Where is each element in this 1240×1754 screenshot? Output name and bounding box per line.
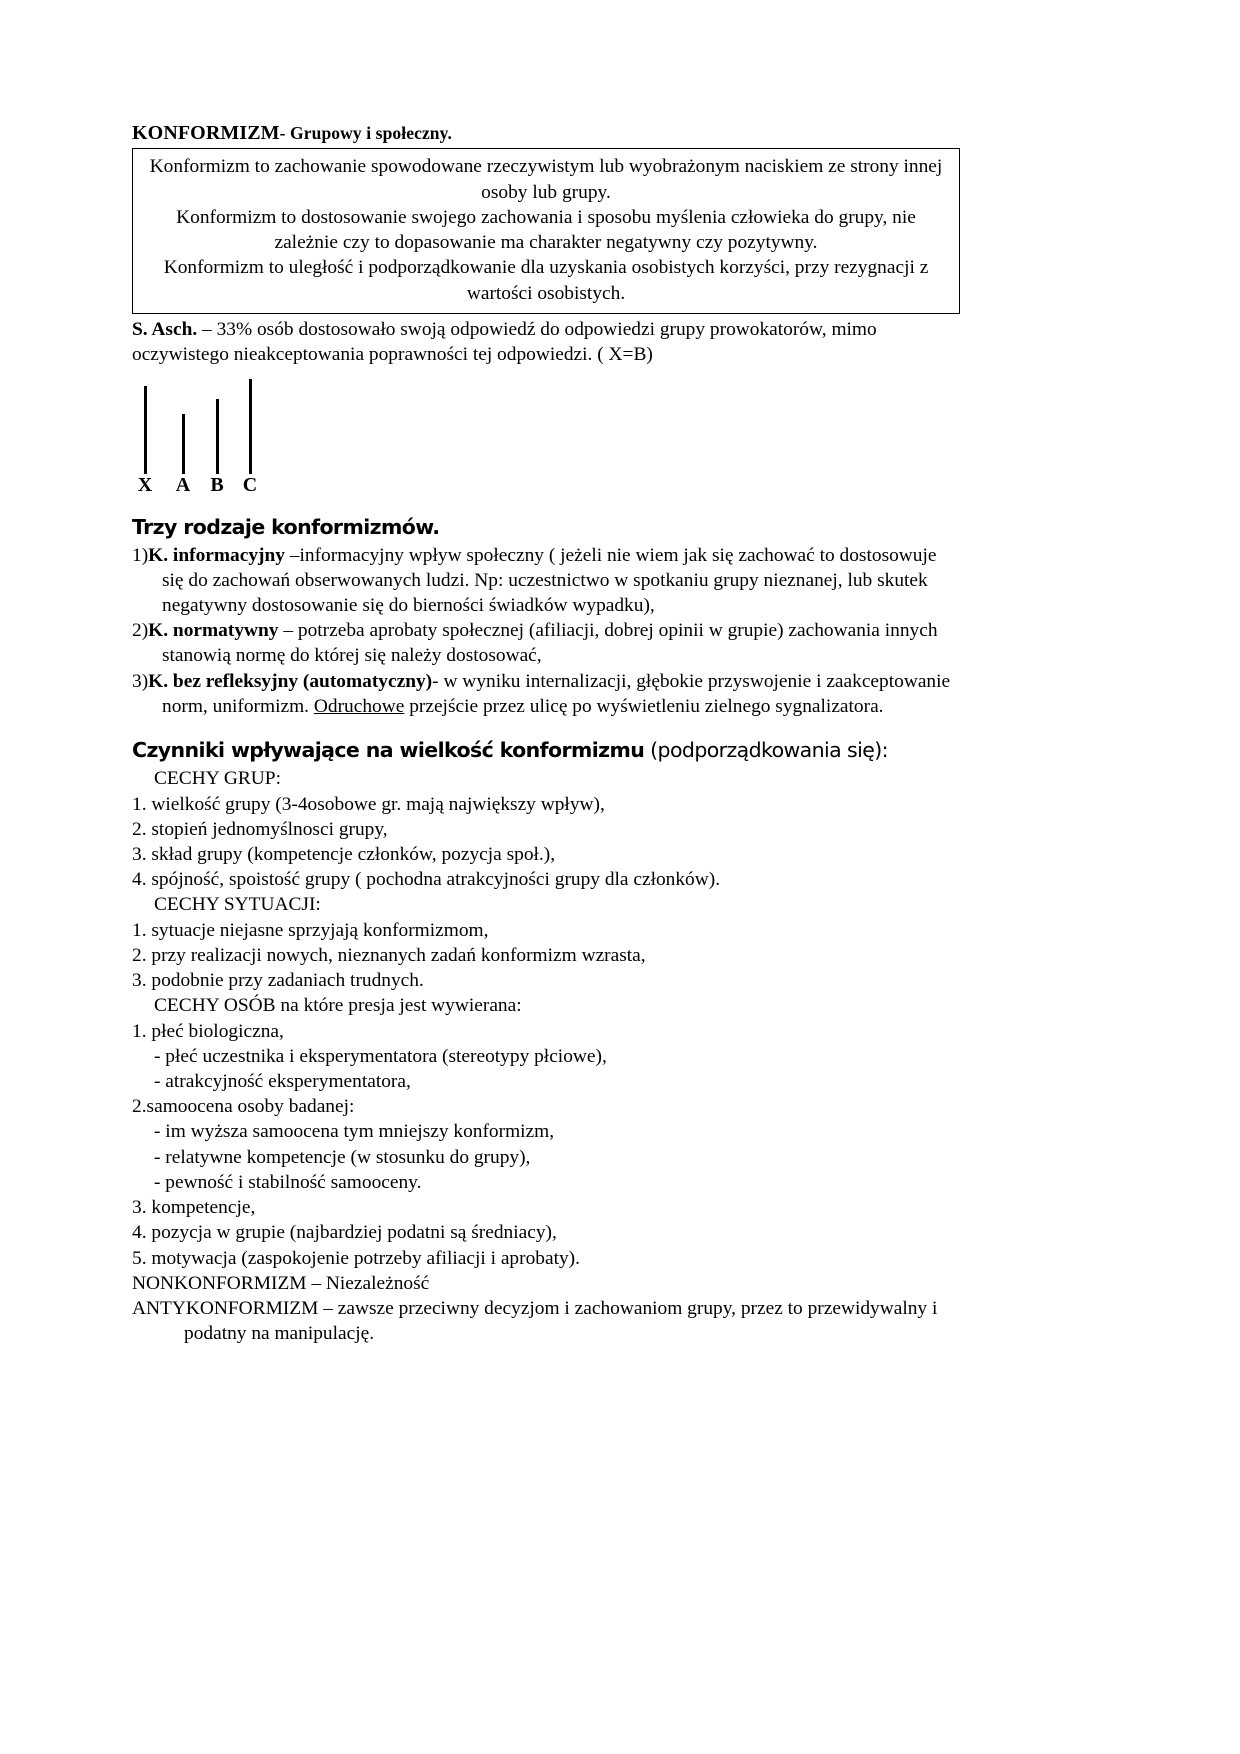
person-features-heading: CECHY OSÓB na które presja jest wywierana: <box>154 995 522 1017</box>
conformism-types-list <box>132 544 960 720</box>
antykonformizm-line: ANTYKONFORMIZM – zawsze przeciwny decyzjom i zachowaniom grupy, przez to przewidywalny i podatny na manipulację. <box>132 1297 938 1345</box>
definition-box <box>132 148 960 313</box>
list-item: - pewność i stabilność samooceny. <box>154 1171 422 1193</box>
list-item: - atrakcyjność eksperymentatora, <box>154 1071 411 1092</box>
list-item: 5. motywacja (zaspokojenie potrzeby afiliacji i aprobaty). <box>132 1247 580 1269</box>
list-item: 2. przy realizacji nowych, nieznanych zadań konformizm wzrasta, <box>132 944 646 966</box>
nonkonformizm-line: NONKONFORMIZM – Niezależność <box>132 1272 430 1294</box>
list-item: - im wyższa samoocena tym mniejszy konformizm, <box>154 1121 555 1143</box>
asch-line-b <box>216 399 219 474</box>
asch-figure-label-x: X <box>137 474 153 497</box>
factors-heading <box>132 738 960 763</box>
types-heading: Trzy rodzaje konformizmów. <box>132 515 440 540</box>
list-item: 3. podobnie przy zadaniach trudnych. <box>132 970 424 992</box>
factors-heading-normal: (podporządkowania się): <box>644 737 888 762</box>
type-2-term: K. normatywny <box>148 620 279 642</box>
situation-features-list <box>132 918 960 994</box>
list-item: - relatywne kompetencje (w stosunku do grupy), <box>154 1146 531 1168</box>
asch-label: S. Asch. <box>132 318 198 340</box>
factors-heading-bold: Czynniki wpływające na wielkość konformizmu <box>132 737 645 762</box>
type-2-number: 2) <box>132 620 149 642</box>
page-title-sub: - Grupowy i społeczny. <box>279 123 453 143</box>
type-1-term: K. informacyjny <box>148 544 285 566</box>
asch-line-figure <box>132 379 432 497</box>
list-item <box>132 544 960 618</box>
type-3-text-before: - w wyniku internalizacji, głębokie przyswojenie i zaakceptowanie norm, uniformizm. <box>162 671 951 717</box>
list-item: 1. sytuacje niejasne sprzyjają konformizmom, <box>132 919 489 941</box>
page-title <box>132 122 960 145</box>
list-item <box>132 670 960 720</box>
list-item: 3. kompetencje, <box>132 1197 256 1219</box>
definition-line-3: Konformizm to uległość i podporządkowanie dla uzyskania osobistych korzyści, przy rezygnacji z wartości osobistych. <box>163 257 929 304</box>
asch-figure-lines <box>132 379 432 474</box>
asch-text: – 33% osób dostosowało swoją odpowiedź do odpowiedzi grupy prowokatorów, mimo oczywistego nieakceptowania poprawności tej odpowiedzi. ( X=B) <box>132 318 877 365</box>
type-1-text: –informacyjny wpływ społeczny ( jeżeli nie wiem jak się zachować to dostosowuje się do zachowań obserwowanych ludzi. Np: uczestnictwo w spotkaniu grupy nieznanej, lub skutek negatywny dostosowanie się do bierności świadków wypadku), <box>162 544 937 616</box>
type-3-number: 3) <box>132 671 149 693</box>
situation-features-heading: CECHY SYTUACJI: <box>154 894 321 916</box>
asch-figure-label-a: A <box>175 474 191 497</box>
list-item <box>132 619 960 669</box>
list-item: 4. pozycja w grupie (najbardziej podatni są średniacy), <box>132 1222 557 1244</box>
asch-line-a <box>182 414 185 474</box>
type-2-text: – potrzeba aprobaty społecznej (afiliacji, dobrej opinii w grupie) zachowania innych stanowią normę do której się należy dostosować, <box>162 620 938 667</box>
asch-figure-label-c: C <box>242 474 258 497</box>
list-item: - płeć uczestnika i eksperymentatora (stereotypy płciowe), <box>154 1045 607 1067</box>
document-content <box>132 122 960 1346</box>
group-features-heading: CECHY GRUP: <box>154 768 281 790</box>
group-features-list <box>132 792 960 893</box>
definition-line-2: Konformizm to dostosowanie swojego zachowania i sposobu myślenia człowieka do grupy, nie zależnie czy to dopasowanie ma charakter negatywny czy pozytywny. <box>176 206 916 254</box>
list-item: 2.samoocena osoby badanej: <box>132 1096 355 1118</box>
list-item: 1. wielkość grupy (3-4osobowe gr. mają największy wpływ), <box>132 793 605 815</box>
asch-line-c <box>249 379 252 474</box>
type-3-underlined: Odruchowe <box>313 695 405 717</box>
list-item: 1. płeć biologiczna, <box>132 1020 284 1042</box>
person-features-list <box>132 1019 960 1271</box>
asch-figure-labels <box>132 474 432 500</box>
list-item: 2. stopień jednomyślnosci grupy, <box>132 818 388 840</box>
type-1-number: 1) <box>132 544 149 566</box>
asch-line-x <box>144 386 147 474</box>
asch-figure-label-b: B <box>210 474 224 497</box>
definition-line-1: Konformizm to zachowanie spowodowane rzeczywistym lub wyobrażonym naciskiem ze strony innej osoby lub grupy. <box>149 156 943 203</box>
list-item: 4. spójność, spoistość grupy ( pochodna atrakcyjności grupy dla członków). <box>132 869 721 891</box>
page-title-main: KONFORMIZM <box>132 122 280 144</box>
list-item: 3. skład grupy (kompetencje członków, pozycja społ.), <box>132 844 556 866</box>
asch-paragraph <box>132 318 960 368</box>
type-3-term: K. bez refleksyjny (automatyczny) <box>148 671 433 693</box>
type-3-text-after: przejście przez ulicę po wyświetleniu zielnego sygnalizatora. <box>404 695 884 717</box>
